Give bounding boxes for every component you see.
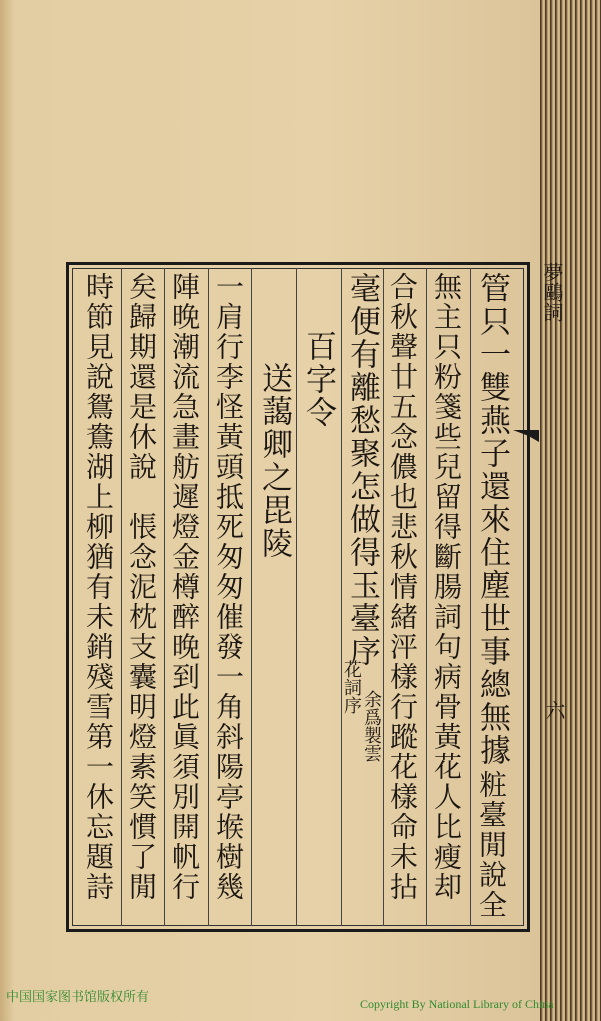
text-column-7: 一肩行李怪黃頭抵死匆匆催發一角斜陽亭堠樹幾 <box>212 272 245 902</box>
column-rule <box>296 268 297 926</box>
column-rule <box>121 268 122 926</box>
footer-copyright-cn: 中国国家图书馆版权所有 <box>6 990 150 1005</box>
footer-copyright-en: Copyright By National Library of China <box>360 997 554 1011</box>
folio-number: 六 <box>542 700 566 720</box>
text-column-3: 合秋聲廿五念儂也悲秋情緒泙樣行蹤花樣命未拈 <box>386 272 419 902</box>
text-column-4: 毫便有離愁聚怎做得玉臺序 <box>344 272 380 668</box>
text-column-1-tail: 粧臺閒說全 <box>475 770 508 920</box>
column-rule <box>164 268 165 926</box>
column-4-note-a: 余爲製雲 <box>361 690 382 762</box>
text-column-8: 陣晚潮流急畫舫遲燈金樽醉晚到此眞須別開帆行 <box>168 272 201 902</box>
margin-title: 夢鷗詞 <box>540 262 564 322</box>
column-4-note-b: 花詞序 <box>341 660 362 714</box>
column-rule <box>251 268 252 926</box>
text-column-10: 時節見說鴛鴦湖上柳猶有未銷殘雪第一休忘題詩 <box>82 272 115 902</box>
page-edges <box>540 0 601 1021</box>
poem-subtitle: 送藹卿之毘陵 <box>256 362 292 560</box>
column-rule <box>426 268 427 926</box>
column-rule <box>208 268 209 926</box>
poem-title: 百字令 <box>300 330 336 429</box>
column-rule <box>470 268 471 926</box>
column-rule <box>383 268 384 926</box>
text-column-1: 管只一雙燕子還來住塵世事總無據 <box>474 272 510 767</box>
text-column-9: 矣歸期還是休說 悵念泥枕支囊明燈素笑慣了閒 <box>125 272 158 902</box>
column-rule <box>341 268 342 926</box>
text-column-2: 無主只粉箋些兒留得斷腸詞句病骨黃花人比瘦却 <box>430 272 463 902</box>
